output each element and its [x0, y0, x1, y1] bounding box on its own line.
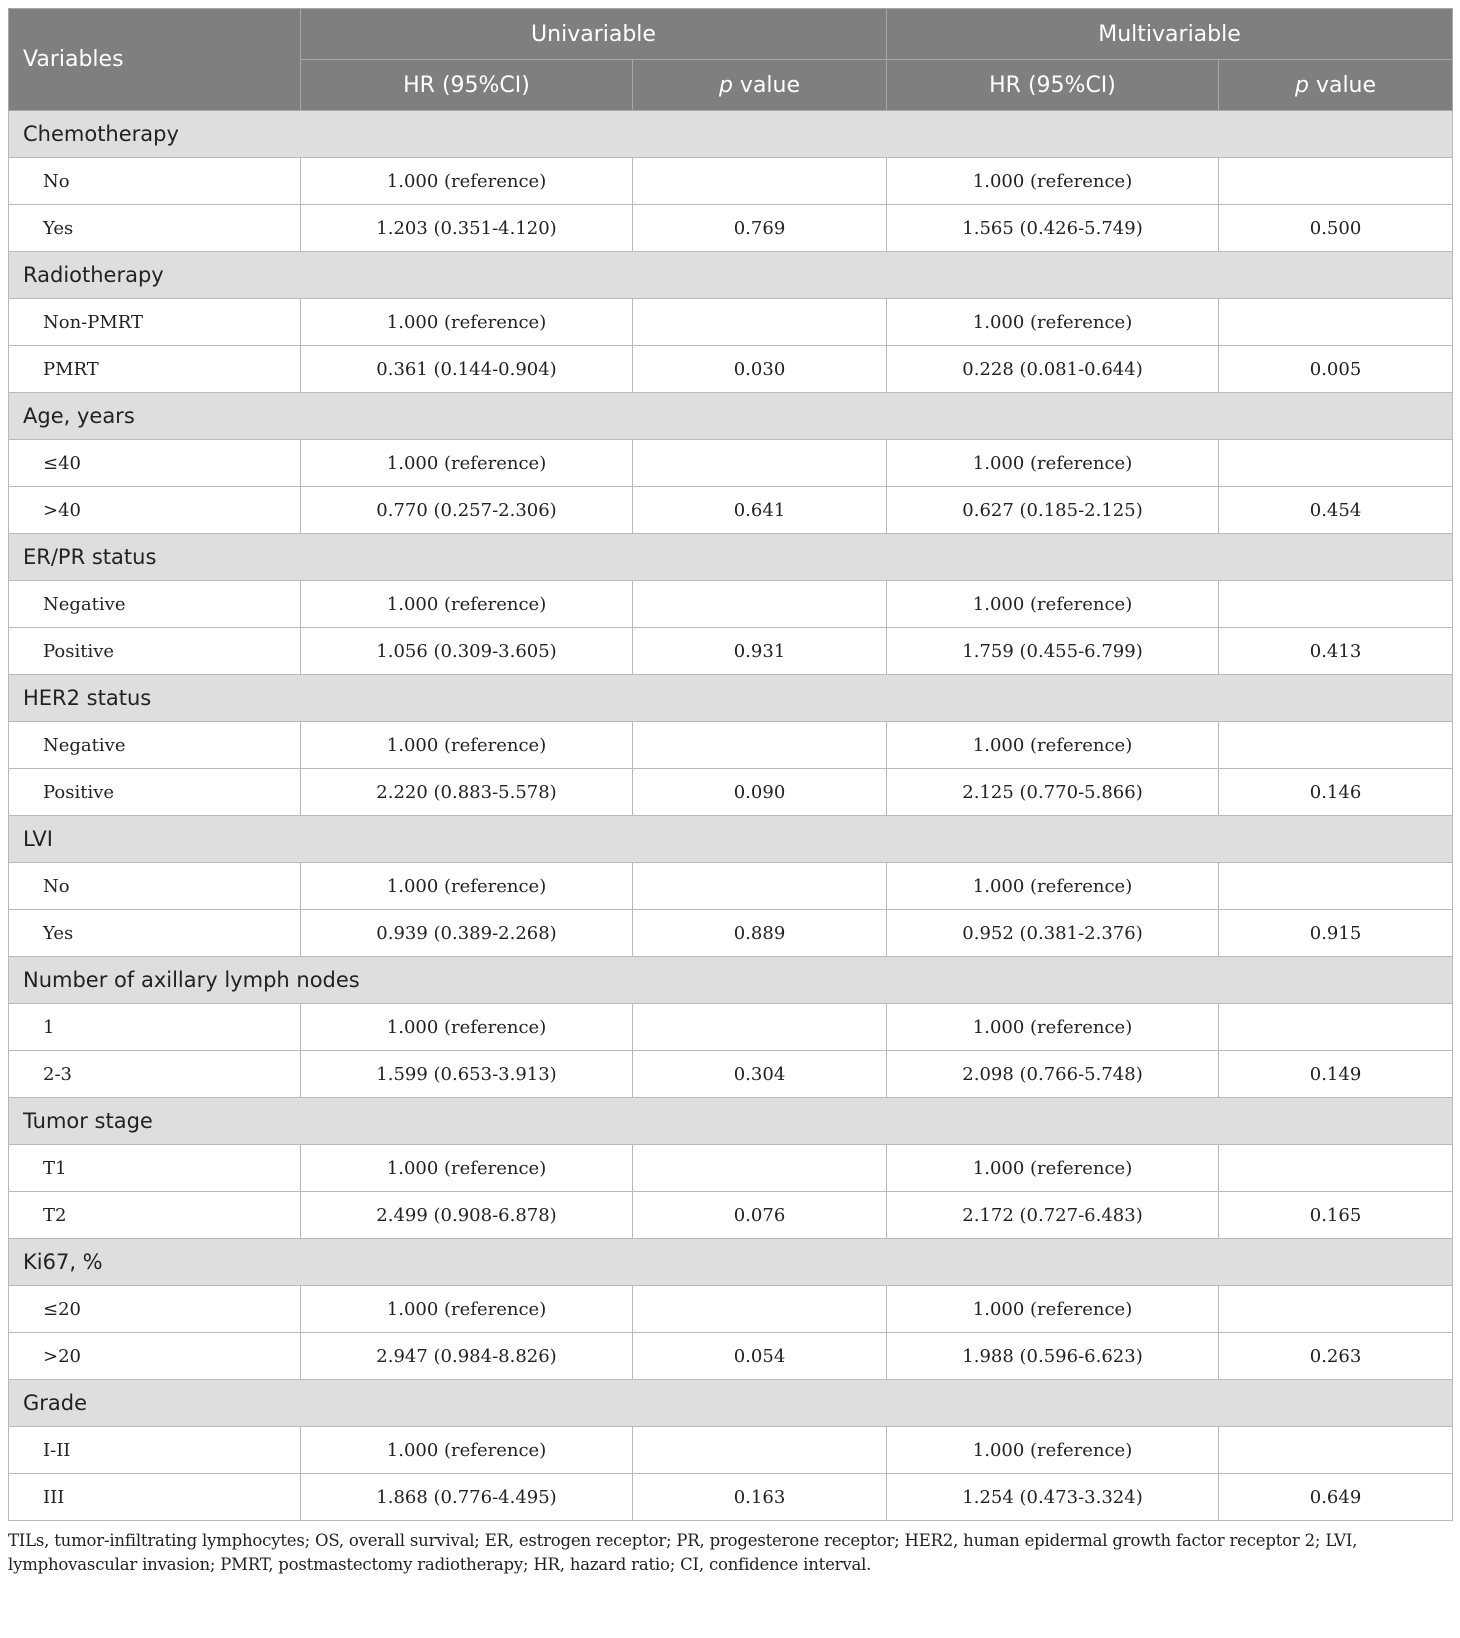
row-label: Yes	[9, 205, 301, 252]
multivariable-hr-cell: 2.125 (0.770-5.866)	[887, 769, 1219, 816]
multivariable-hr-cell: 1.000 (reference)	[887, 299, 1219, 346]
table-row	[9, 1427, 1453, 1474]
multivariable-hr-cell: 2.098 (0.766-5.748)	[887, 1051, 1219, 1098]
multivariable-p-cell: 0.500	[1219, 205, 1453, 252]
multivariable-hr-cell: 1.759 (0.455-6.799)	[887, 628, 1219, 675]
table-row	[9, 1474, 1453, 1521]
univariable-p-cell	[633, 1286, 887, 1333]
multivariable-hr-cell: 1.000 (reference)	[887, 1286, 1219, 1333]
table-footnote: TILs, tumor-infiltrating lymphocytes; OS, overall survival; ER, estrogen receptor; PR, progesterone receptor; HER2, human epidermal growth factor receptor 2; LVI, lymphovascular invasion; PMRT, postmastectomy radiotherapy; HR, hazard ratio; CI, confidence interval.	[8, 1531, 1358, 1574]
group-title: Radiotherapy	[9, 252, 1453, 299]
univariable-p-cell: 0.163	[633, 1474, 887, 1521]
group-title: ER/PR status	[9, 534, 1453, 581]
univariable-hr-cell: 1.000 (reference)	[301, 581, 633, 628]
row-label: Positive	[9, 628, 301, 675]
multivariable-hr-cell: 1.000 (reference)	[887, 1004, 1219, 1051]
univariable-hr-cell: 1.203 (0.351-4.120)	[301, 205, 633, 252]
multivariable-p-cell	[1219, 581, 1453, 628]
multivariable-p-cell	[1219, 440, 1453, 487]
table-row	[9, 1192, 1453, 1239]
univariable-p-cell: 0.054	[633, 1333, 887, 1380]
group-row	[9, 1239, 1453, 1286]
univariable-hr-cell: 1.000 (reference)	[301, 158, 633, 205]
table-row	[9, 1051, 1453, 1098]
group-row	[9, 252, 1453, 299]
row-label: 2-3	[9, 1051, 301, 1098]
multivariable-p-cell: 0.915	[1219, 910, 1453, 957]
table-header	[9, 9, 1453, 111]
multivariable-hr-cell: 1.000 (reference)	[887, 440, 1219, 487]
group-title: Age, years	[9, 393, 1453, 440]
univariable-hr-cell: 2.220 (0.883-5.578)	[301, 769, 633, 816]
group-title: Chemotherapy	[9, 111, 1453, 158]
row-label: III	[9, 1474, 301, 1521]
multivariable-hr-cell: 1.000 (reference)	[887, 1145, 1219, 1192]
group-row	[9, 393, 1453, 440]
table-row	[9, 487, 1453, 534]
multivariable-hr-cell: 0.228 (0.081-0.644)	[887, 346, 1219, 393]
univariable-p-cell: 0.030	[633, 346, 887, 393]
multivariable-p-cell	[1219, 1004, 1453, 1051]
multivariable-hr-cell: 1.000 (reference)	[887, 581, 1219, 628]
group-title: LVI	[9, 816, 1453, 863]
univariable-hr-cell: 1.000 (reference)	[301, 1427, 633, 1474]
hazard-ratio-table-container	[8, 8, 1452, 1577]
table-row	[9, 440, 1453, 487]
univariable-p-cell: 0.889	[633, 910, 887, 957]
header-multivariable: Multivariable	[887, 9, 1453, 60]
p-italic: p	[718, 72, 733, 98]
group-title: Number of axillary lymph nodes	[9, 957, 1453, 1004]
header-multivariable-p	[1219, 60, 1453, 111]
univariable-hr-cell: 1.000 (reference)	[301, 299, 633, 346]
group-row	[9, 534, 1453, 581]
univariable-p-cell	[633, 722, 887, 769]
multivariable-p-cell	[1219, 722, 1453, 769]
row-label: No	[9, 158, 301, 205]
multivariable-p-cell: 0.413	[1219, 628, 1453, 675]
row-label: Positive	[9, 769, 301, 816]
univariable-p-cell	[633, 158, 887, 205]
univariable-hr-cell: 1.000 (reference)	[301, 722, 633, 769]
row-label: Non-PMRT	[9, 299, 301, 346]
table-row	[9, 581, 1453, 628]
univariable-p-cell	[633, 440, 887, 487]
univariable-p-cell: 0.076	[633, 1192, 887, 1239]
univariable-p-cell	[633, 1145, 887, 1192]
univariable-p-cell	[633, 863, 887, 910]
multivariable-p-cell	[1219, 1427, 1453, 1474]
multivariable-hr-cell: 0.952 (0.381-2.376)	[887, 910, 1219, 957]
header-univariable-p	[633, 60, 887, 111]
p-value-label: value	[732, 72, 801, 98]
p-value-label: value	[1308, 72, 1377, 98]
multivariable-p-cell: 0.649	[1219, 1474, 1453, 1521]
header-multivariable-hr: HR (95%CI)	[887, 60, 1219, 111]
univariable-p-cell: 0.931	[633, 628, 887, 675]
group-title: HER2 status	[9, 675, 1453, 722]
group-row	[9, 111, 1453, 158]
cox-regression-table	[8, 8, 1453, 1521]
univariable-hr-cell: 1.000 (reference)	[301, 1286, 633, 1333]
row-label: No	[9, 863, 301, 910]
univariable-hr-cell: 1.868 (0.776-4.495)	[301, 1474, 633, 1521]
row-label: I-II	[9, 1427, 301, 1474]
multivariable-hr-cell: 1.565 (0.426-5.749)	[887, 205, 1219, 252]
univariable-hr-cell: 0.770 (0.257-2.306)	[301, 487, 633, 534]
group-title: Tumor stage	[9, 1098, 1453, 1145]
row-label: ≤40	[9, 440, 301, 487]
univariable-hr-cell: 2.947 (0.984-8.826)	[301, 1333, 633, 1380]
multivariable-p-cell	[1219, 1145, 1453, 1192]
multivariable-hr-cell: 1.000 (reference)	[887, 1427, 1219, 1474]
row-label: Negative	[9, 581, 301, 628]
table-row	[9, 1333, 1453, 1380]
univariable-hr-cell: 1.000 (reference)	[301, 1145, 633, 1192]
univariable-p-cell	[633, 1004, 887, 1051]
table-row	[9, 628, 1453, 675]
univariable-hr-cell: 1.599 (0.653-3.913)	[301, 1051, 633, 1098]
group-title: Grade	[9, 1380, 1453, 1427]
univariable-p-cell: 0.304	[633, 1051, 887, 1098]
multivariable-p-cell: 0.165	[1219, 1192, 1453, 1239]
univariable-p-cell	[633, 299, 887, 346]
univariable-p-cell	[633, 1427, 887, 1474]
multivariable-p-cell: 0.454	[1219, 487, 1453, 534]
p-italic: p	[1294, 72, 1309, 98]
univariable-hr-cell: 1.000 (reference)	[301, 440, 633, 487]
row-label: Yes	[9, 910, 301, 957]
header-variables: Variables	[9, 9, 301, 111]
univariable-p-cell	[633, 581, 887, 628]
group-row	[9, 675, 1453, 722]
row-label: ≤20	[9, 1286, 301, 1333]
group-title: Ki67, %	[9, 1239, 1453, 1286]
table-row	[9, 1004, 1453, 1051]
multivariable-p-cell: 0.263	[1219, 1333, 1453, 1380]
multivariable-p-cell: 0.146	[1219, 769, 1453, 816]
row-label: >20	[9, 1333, 301, 1380]
table-body	[9, 111, 1453, 1521]
univariable-hr-cell: 1.000 (reference)	[301, 1004, 633, 1051]
row-label: >40	[9, 487, 301, 534]
univariable-p-cell: 0.090	[633, 769, 887, 816]
multivariable-p-cell	[1219, 863, 1453, 910]
univariable-hr-cell: 0.361 (0.144-0.904)	[301, 346, 633, 393]
multivariable-hr-cell: 1.000 (reference)	[887, 863, 1219, 910]
table-row	[9, 863, 1453, 910]
multivariable-hr-cell: 1.000 (reference)	[887, 158, 1219, 205]
header-univariable-hr: HR (95%CI)	[301, 60, 633, 111]
multivariable-p-cell	[1219, 158, 1453, 205]
row-label: T1	[9, 1145, 301, 1192]
group-row	[9, 816, 1453, 863]
multivariable-p-cell	[1219, 299, 1453, 346]
row-label: 1	[9, 1004, 301, 1051]
univariable-p-cell: 0.641	[633, 487, 887, 534]
table-row	[9, 722, 1453, 769]
table-row	[9, 769, 1453, 816]
table-row	[9, 910, 1453, 957]
univariable-hr-cell: 0.939 (0.389-2.268)	[301, 910, 633, 957]
row-label: T2	[9, 1192, 301, 1239]
table-row	[9, 1286, 1453, 1333]
table-row	[9, 346, 1453, 393]
multivariable-hr-cell: 1.000 (reference)	[887, 722, 1219, 769]
multivariable-hr-cell: 0.627 (0.185-2.125)	[887, 487, 1219, 534]
multivariable-hr-cell: 1.988 (0.596-6.623)	[887, 1333, 1219, 1380]
multivariable-p-cell: 0.149	[1219, 1051, 1453, 1098]
univariable-hr-cell: 1.056 (0.309-3.605)	[301, 628, 633, 675]
table-row	[9, 158, 1453, 205]
multivariable-hr-cell: 1.254 (0.473-3.324)	[887, 1474, 1219, 1521]
multivariable-p-cell	[1219, 1286, 1453, 1333]
row-label: PMRT	[9, 346, 301, 393]
table-row	[9, 299, 1453, 346]
row-label: Negative	[9, 722, 301, 769]
multivariable-hr-cell: 2.172 (0.727-6.483)	[887, 1192, 1219, 1239]
univariable-p-cell: 0.769	[633, 205, 887, 252]
univariable-hr-cell: 1.000 (reference)	[301, 863, 633, 910]
group-row	[9, 1380, 1453, 1427]
header-univariable: Univariable	[301, 9, 887, 60]
multivariable-p-cell: 0.005	[1219, 346, 1453, 393]
univariable-hr-cell: 2.499 (0.908-6.878)	[301, 1192, 633, 1239]
group-row	[9, 1098, 1453, 1145]
table-row	[9, 205, 1453, 252]
group-row	[9, 957, 1453, 1004]
table-row	[9, 1145, 1453, 1192]
